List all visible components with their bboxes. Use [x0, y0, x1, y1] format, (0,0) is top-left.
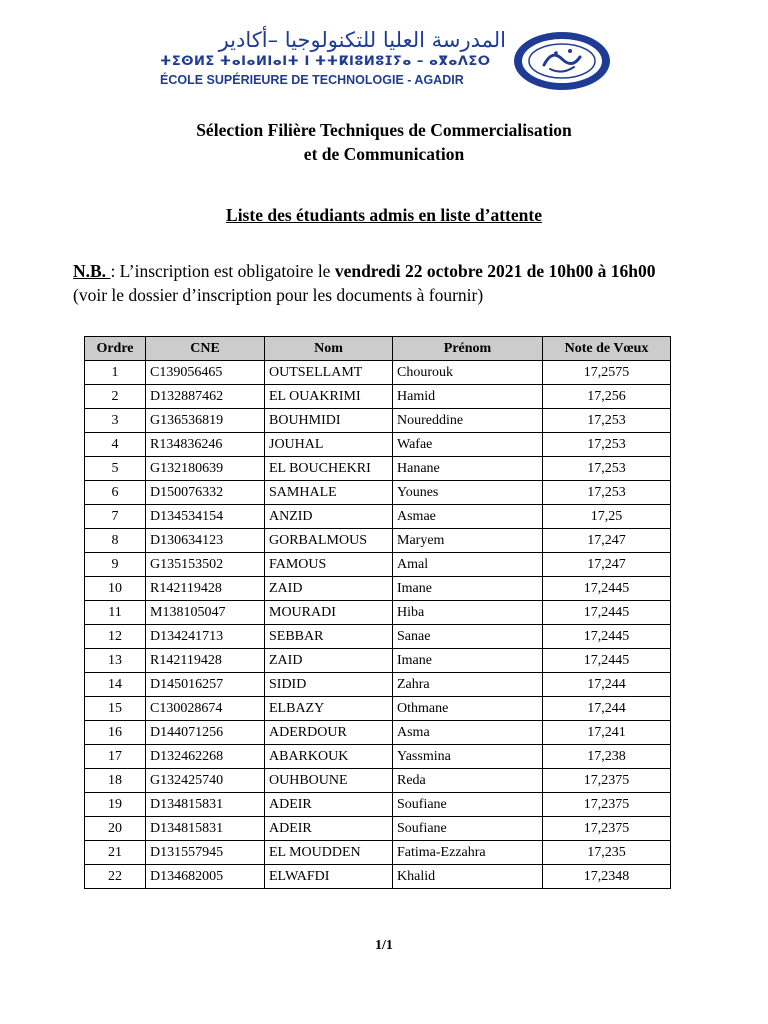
cell-note: 17,25: [543, 505, 671, 529]
cell-nom: FAMOUS: [265, 553, 393, 577]
table-header-row: [85, 337, 671, 361]
cell-ordre: 22: [85, 865, 146, 889]
note-date: vendredi 22 octobre 2021 de 10h00 à 16h00: [334, 261, 656, 281]
cell-cne: R142119428: [146, 577, 265, 601]
cell-nom: SEBBAR: [265, 625, 393, 649]
page-title-line2: et de Communication: [303, 144, 465, 164]
cell-note: 17,2445: [543, 601, 671, 625]
university-seal-icon: [512, 31, 612, 91]
table-row: [85, 721, 671, 745]
cell-cne: D134815831: [146, 793, 265, 817]
cell-prenom: Sanae: [393, 625, 543, 649]
table-row: [85, 769, 671, 793]
cell-cne: D134682005: [146, 865, 265, 889]
cell-cne: D134534154: [146, 505, 265, 529]
cell-note: 17,247: [543, 529, 671, 553]
column-header-cne: CNE: [146, 337, 265, 361]
cell-ordre: 7: [85, 505, 146, 529]
logo-text-block: [156, 28, 506, 90]
cell-prenom: Hiba: [393, 601, 543, 625]
cell-nom: ANZID: [265, 505, 393, 529]
page-number: 1/1: [375, 938, 393, 953]
cell-cne: C130028674: [146, 697, 265, 721]
cell-cne: G136536819: [146, 409, 265, 433]
cell-note: 17,253: [543, 457, 671, 481]
cell-prenom: Yassmina: [393, 745, 543, 769]
table-row: [85, 841, 671, 865]
cell-ordre: 21: [85, 841, 146, 865]
note-rest: (voir le dossier d’inscription pour les documents à fournir): [73, 285, 484, 305]
table-row: [85, 865, 671, 889]
cell-note: 17,241: [543, 721, 671, 745]
cell-nom: ADEIR: [265, 817, 393, 841]
cell-cne: D145016257: [146, 673, 265, 697]
cell-note: 17,2375: [543, 793, 671, 817]
note-text: : L’inscription est obligatoire le: [110, 261, 335, 281]
cell-cne: D150076332: [146, 481, 265, 505]
cell-note: 17,2445: [543, 577, 671, 601]
table-row: [85, 625, 671, 649]
column-header-nom: Nom: [265, 337, 393, 361]
table-row: [85, 601, 671, 625]
cell-prenom: Hamid: [393, 385, 543, 409]
cell-cne: D144071256: [146, 721, 265, 745]
table-row: [85, 793, 671, 817]
cell-nom: ELWAFDI: [265, 865, 393, 889]
cell-nom: ADERDOUR: [265, 721, 393, 745]
cell-ordre: 8: [85, 529, 146, 553]
cell-prenom: Noureddine: [393, 409, 543, 433]
cell-prenom: Othmane: [393, 697, 543, 721]
school-name-french: ÉCOLE SUPÉRIEURE DE TECHNOLOGIE - AGADIR: [160, 73, 464, 87]
table-row: [85, 457, 671, 481]
cell-note: 17,2375: [543, 769, 671, 793]
cell-note: 17,2445: [543, 649, 671, 673]
cell-prenom: Fatima-Ezzahra: [393, 841, 543, 865]
cell-note: 17,244: [543, 673, 671, 697]
cell-cne: D134815831: [146, 817, 265, 841]
cell-note: 17,2445: [543, 625, 671, 649]
cell-ordre: 3: [85, 409, 146, 433]
cell-nom: MOURADI: [265, 601, 393, 625]
cell-nom: JOUHAL: [265, 433, 393, 457]
cell-cne: D132462268: [146, 745, 265, 769]
cell-ordre: 11: [85, 601, 146, 625]
cell-cne: G132180639: [146, 457, 265, 481]
table-row: [85, 649, 671, 673]
cell-ordre: 20: [85, 817, 146, 841]
cell-nom: SAMHALE: [265, 481, 393, 505]
cell-nom: OUTSELLAMT: [265, 361, 393, 385]
cell-ordre: 16: [85, 721, 146, 745]
cell-nom: EL BOUCHEKRI: [265, 457, 393, 481]
cell-cne: C139056465: [146, 361, 265, 385]
cell-nom: EL MOUDDEN: [265, 841, 393, 865]
cell-note: 17,2375: [543, 817, 671, 841]
cell-note: 17,253: [543, 409, 671, 433]
column-header-note: Note de Vœux: [543, 337, 671, 361]
cell-nom: ZAID: [265, 649, 393, 673]
cell-prenom: Zahra: [393, 673, 543, 697]
cell-prenom: Asma: [393, 721, 543, 745]
cell-prenom: Imane: [393, 577, 543, 601]
cell-note: 17,253: [543, 433, 671, 457]
cell-nom: ELBAZY: [265, 697, 393, 721]
table-row: [85, 529, 671, 553]
cell-prenom: Hanane: [393, 457, 543, 481]
cell-note: 17,2575: [543, 361, 671, 385]
table-row: [85, 409, 671, 433]
cell-cne: M138105047: [146, 601, 265, 625]
cell-note: 17,235: [543, 841, 671, 865]
cell-prenom: Chourouk: [393, 361, 543, 385]
cell-cne: G135153502: [146, 553, 265, 577]
cell-prenom: Soufiane: [393, 793, 543, 817]
cell-prenom: Soufiane: [393, 817, 543, 841]
cell-prenom: Asmae: [393, 505, 543, 529]
cell-ordre: 2: [85, 385, 146, 409]
cell-ordre: 15: [85, 697, 146, 721]
column-header-ordre: Ordre: [85, 337, 146, 361]
cell-note: 17,244: [543, 697, 671, 721]
table-row: [85, 505, 671, 529]
cell-cne: D131557945: [146, 841, 265, 865]
cell-cne: D134241713: [146, 625, 265, 649]
table-row: [85, 553, 671, 577]
table-row: [85, 673, 671, 697]
school-name-arabic: المدرسة العليا للتكنولوجيا –أكادير: [218, 28, 506, 52]
school-logo: [156, 28, 616, 90]
cell-nom: ABARKOUK: [265, 745, 393, 769]
cell-ordre: 5: [85, 457, 146, 481]
page-title-line1: Sélection Filière Techniques de Commercialisation: [196, 120, 572, 140]
cell-prenom: Younes: [393, 481, 543, 505]
cell-ordre: 10: [85, 577, 146, 601]
cell-nom: EL OUAKRIMI: [265, 385, 393, 409]
cell-prenom: Wafae: [393, 433, 543, 457]
table-row: [85, 817, 671, 841]
cell-prenom: Maryem: [393, 529, 543, 553]
cell-ordre: 12: [85, 625, 146, 649]
cell-note: 17,256: [543, 385, 671, 409]
waiting-list-table: [84, 336, 671, 889]
cell-cne: D132887462: [146, 385, 265, 409]
cell-cne: D130634123: [146, 529, 265, 553]
table-row: [85, 361, 671, 385]
cell-nom: BOUHMIDI: [265, 409, 393, 433]
cell-prenom: Amal: [393, 553, 543, 577]
table-row: [85, 577, 671, 601]
cell-nom: ADEIR: [265, 793, 393, 817]
cell-ordre: 13: [85, 649, 146, 673]
table-row: [85, 697, 671, 721]
table-row: [85, 745, 671, 769]
cell-note: 17,247: [543, 553, 671, 577]
cell-ordre: 9: [85, 553, 146, 577]
cell-cne: R134836246: [146, 433, 265, 457]
cell-nom: ZAID: [265, 577, 393, 601]
cell-cne: R142119428: [146, 649, 265, 673]
cell-ordre: 6: [85, 481, 146, 505]
note-label: N.B.: [73, 261, 111, 281]
cell-ordre: 19: [85, 793, 146, 817]
school-name-tifinagh: ⵜⵉⵙⵍⵉ ⵜⴰⵏⴰⵍⵏⴰⵏⵜ ⵏ ⵜⵜⴽⵏⵓⵍⵓⵊⵢⴰ – ⴰⴳⴰⴷⵉⵔ: [160, 54, 491, 69]
cell-note: 17,253: [543, 481, 671, 505]
cell-ordre: 17: [85, 745, 146, 769]
cell-prenom: Reda: [393, 769, 543, 793]
table-row: [85, 385, 671, 409]
cell-prenom: Khalid: [393, 865, 543, 889]
cell-note: 17,2348: [543, 865, 671, 889]
cell-nom: GORBALMOUS: [265, 529, 393, 553]
table-row: [85, 433, 671, 457]
cell-nom: SIDID: [265, 673, 393, 697]
cell-ordre: 4: [85, 433, 146, 457]
cell-prenom: Imane: [393, 649, 543, 673]
list-subtitle: Liste des étudiants admis en liste d’attente: [226, 205, 542, 225]
registration-note: [73, 259, 673, 307]
column-header-prenom: Prénom: [393, 337, 543, 361]
cell-ordre: 1: [85, 361, 146, 385]
table-row: [85, 481, 671, 505]
cell-nom: OUHBOUNE: [265, 769, 393, 793]
cell-cne: G132425740: [146, 769, 265, 793]
cell-ordre: 18: [85, 769, 146, 793]
cell-note: 17,238: [543, 745, 671, 769]
cell-ordre: 14: [85, 673, 146, 697]
